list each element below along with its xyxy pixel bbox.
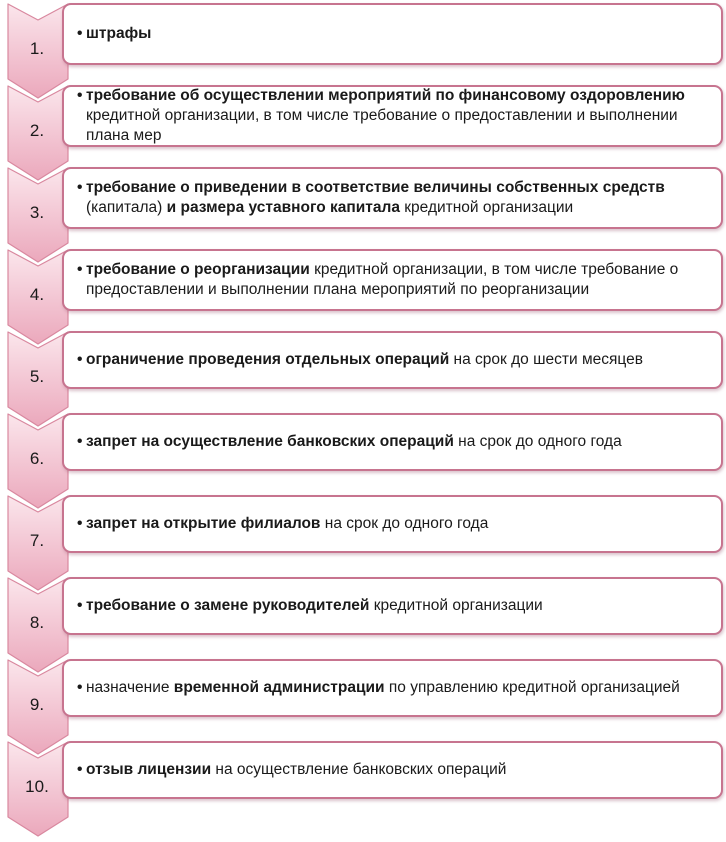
step-text-regular: кредитной организации, в том числе требование о предоставлении и выполнении плана мероприятий по реорганизации — [86, 261, 679, 298]
step-number: 10. — [25, 777, 49, 796]
step-row — [0, 495, 726, 579]
step-text-box — [62, 659, 723, 717]
step-row — [0, 249, 726, 333]
step-text-regular: на осуществление банковских операций — [211, 761, 507, 778]
step-number: 9. — [29, 695, 45, 714]
step-number: 6. — [29, 449, 45, 468]
step-number: 1. — [29, 39, 45, 58]
step-text-bold: требование о реорганизации — [86, 261, 310, 278]
step-text — [77, 86, 703, 146]
bullet-icon: • — [77, 87, 83, 104]
step-text-bold: отзыв лицензии — [86, 761, 212, 778]
step-text-bold: требование о приведении в соответствие величины собственных средств — [86, 179, 665, 196]
step-text-regular: кредитной организации — [369, 597, 543, 614]
step-text-regular: (капитала) — [86, 199, 167, 216]
bullet-icon: • — [77, 25, 83, 42]
step-text-bold: требование об осуществлении мероприятий по финансовому оздоровлению — [86, 87, 685, 104]
step-text-regular: кредитной организации, в том числе требование о предоставлении и выполнении плана мер — [86, 107, 678, 144]
step-number: 3. — [29, 203, 45, 222]
bullet-icon: • — [77, 679, 83, 696]
step-row — [0, 741, 726, 825]
step-text-regular: на срок до шести месяцев — [449, 351, 643, 368]
step-text — [77, 596, 703, 616]
bullet-icon: • — [77, 515, 83, 532]
step-row — [0, 3, 726, 87]
step-text-box — [62, 167, 723, 229]
step-text-box — [62, 331, 723, 389]
step-text-regular: назначение — [86, 679, 174, 696]
step-text-box — [62, 495, 723, 553]
step-text-box — [62, 3, 723, 65]
step-number: 7. — [29, 531, 45, 550]
step-number: 8. — [29, 613, 45, 632]
step-text — [77, 760, 703, 780]
step-number: 4. — [29, 285, 45, 304]
step-row — [0, 167, 726, 251]
bullet-icon: • — [77, 261, 83, 278]
step-text-box — [62, 249, 723, 311]
step-text-bold: и размера уставного капитала — [166, 199, 400, 216]
bullet-icon: • — [77, 761, 83, 778]
step-number: 5. — [29, 367, 45, 386]
step-text-bold: запрет на осуществление банковских операций — [86, 433, 454, 450]
step-text-box — [62, 85, 723, 147]
step-text-bold: ограничение проведения отдельных операций — [86, 351, 450, 368]
step-text — [77, 350, 703, 370]
bullet-icon: • — [77, 179, 83, 196]
step-number: 2. — [29, 121, 45, 140]
step-text — [77, 678, 703, 698]
step-row — [0, 577, 726, 661]
step-text-box — [62, 577, 723, 635]
step-text-box — [62, 413, 723, 471]
step-text-regular: на срок до одного года — [453, 433, 622, 450]
step-text-bold: временной администрации — [173, 679, 385, 696]
step-text-box — [62, 741, 723, 799]
step-text-bold: запрет на открытие филиалов — [86, 515, 321, 532]
step-row — [0, 659, 726, 743]
step-text — [77, 514, 703, 534]
step-text-bold: штрафы — [86, 25, 152, 42]
step-text — [77, 24, 703, 44]
bullet-icon: • — [77, 597, 83, 614]
step-text — [77, 260, 703, 300]
step-text — [77, 178, 703, 218]
step-row — [0, 331, 726, 415]
step-text-bold: требование о замене руководителей — [86, 597, 370, 614]
bullet-icon: • — [77, 351, 83, 368]
step-text-regular: кредитной организации — [399, 199, 574, 216]
bullet-icon: • — [77, 433, 83, 450]
step-row — [0, 413, 726, 497]
step-text-regular: на срок до одного года — [320, 515, 489, 532]
step-text-regular: по управлению кредитной организацией — [384, 679, 680, 696]
step-row — [0, 85, 726, 169]
step-text — [77, 432, 703, 452]
